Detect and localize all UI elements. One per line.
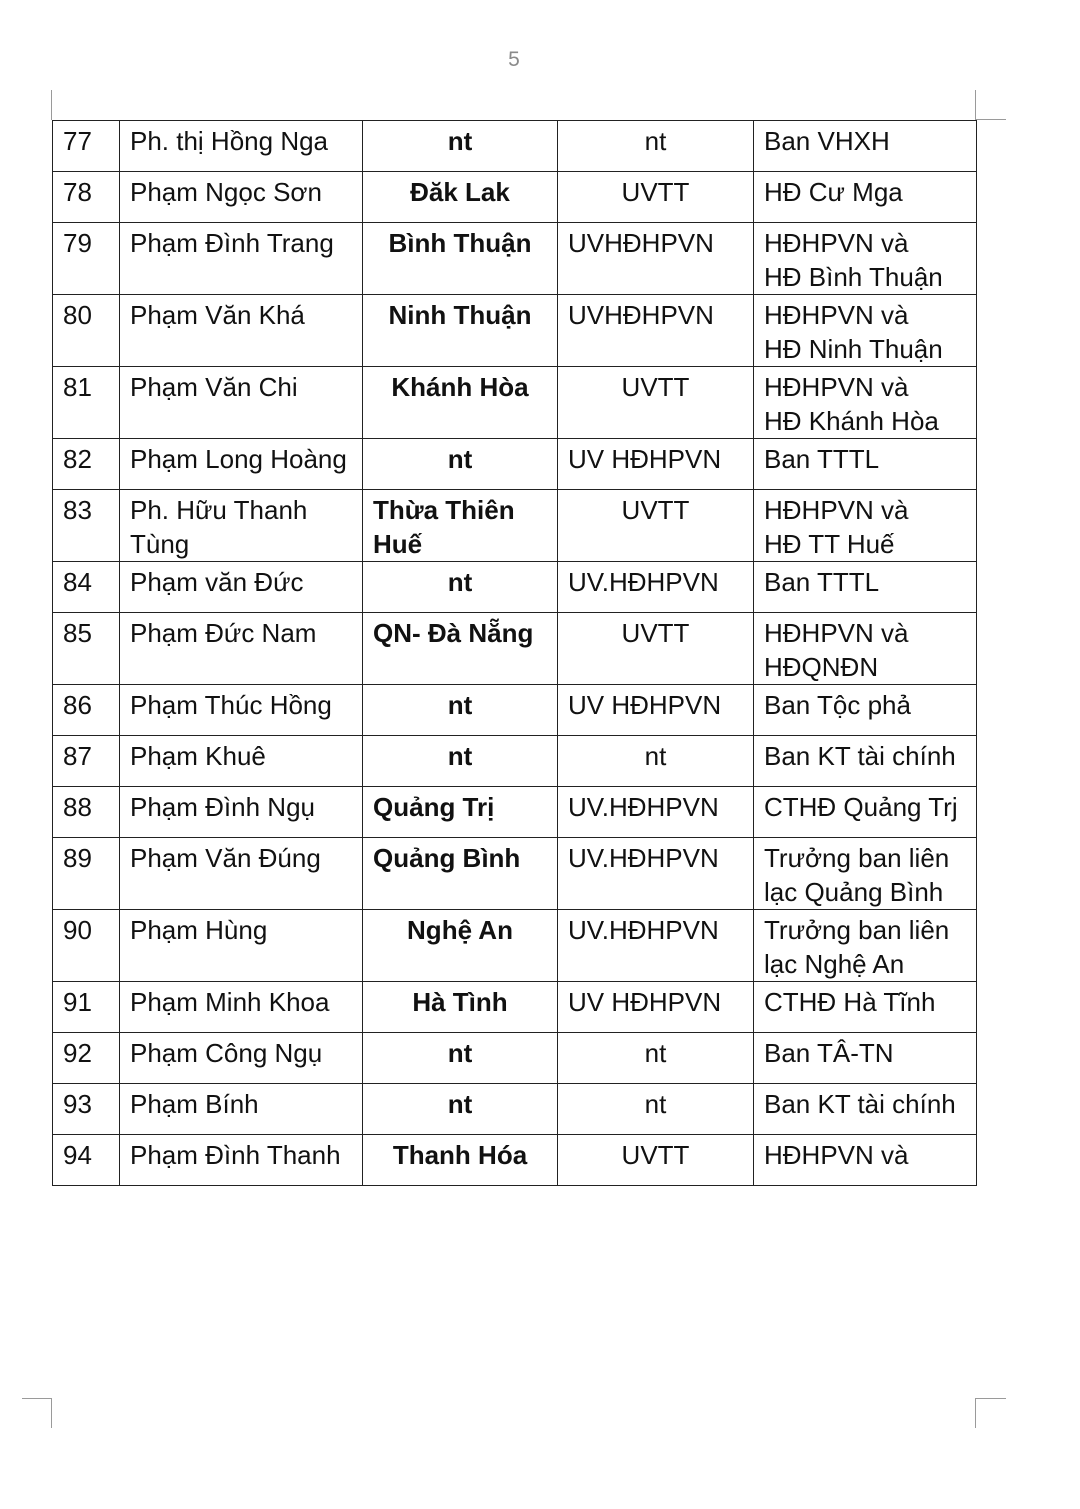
member-name: Phạm Văn Đúng [120,838,363,910]
row-number: 82 [53,439,120,490]
crop-mark-top-right-h [976,119,1006,120]
member-name: Phạm Đình Trang [120,223,363,295]
member-name: Phạm Bính [120,1084,363,1135]
member-name: Phạm Hùng [120,910,363,982]
member-role [754,982,977,1033]
row-number: 78 [53,172,120,223]
row-number: 93 [53,1084,120,1135]
member-title: UVHĐHPVN [558,223,754,295]
row-number: 94 [53,1135,120,1186]
member-role [754,1084,977,1135]
table-row [53,613,977,685]
table-row [53,685,977,736]
table-row [53,172,977,223]
row-number: 77 [53,121,120,172]
member-province: nt [363,685,558,736]
table-row [53,982,977,1033]
member-title: UVTT [558,490,754,562]
member-province: Nghệ An [363,910,558,982]
member-name: Ph. thị Hồng Nga [120,121,363,172]
table-row [53,223,977,295]
member-role-line: HĐ Ninh Thuận [764,334,943,364]
member-title: nt [558,1033,754,1084]
member-role-line: HĐQNĐN [764,652,879,682]
crop-mark-bottom-left-h [22,1398,52,1399]
row-number: 79 [53,223,120,295]
member-province: Khánh Hòa [363,367,558,439]
member-role-line: CTHĐ Hà Tĩnh [764,987,936,1017]
member-title: UVTT [558,1135,754,1186]
member-name: Phạm Đình Ngụ [120,787,363,838]
table-row [53,787,977,838]
member-name: Phạm Long Hoàng [120,439,363,490]
member-role-line: CTHĐ Quảng Trj [764,792,958,822]
member-title: UV.HĐHPVN [558,838,754,910]
member-role-line: Ban TTTL [764,444,880,474]
member-name: Ph. Hữu Thanh Tùng [120,490,363,562]
member-province: QN- Đà Nẵng [363,613,558,685]
member-title: UV HĐHPVN [558,685,754,736]
member-role-line: Ban KT tài chính [764,1089,956,1119]
member-role-line: HĐHPVN và [764,495,909,525]
row-number: 89 [53,838,120,910]
table-row [53,295,977,367]
row-number: 90 [53,910,120,982]
member-role-line: HĐHPVN và [764,1140,909,1170]
member-province: Đăk Lak [363,172,558,223]
member-title: UVTT [558,172,754,223]
member-role [754,562,977,613]
member-role [754,490,977,562]
member-role [754,736,977,787]
member-role [754,121,977,172]
member-title: UV.HĐHPVN [558,562,754,613]
member-role [754,838,977,910]
member-role-line: HĐHPVN và [764,228,909,258]
member-role [754,787,977,838]
table-row [53,490,977,562]
member-title: UV.HĐHPVN [558,787,754,838]
members-table-body [53,121,977,1186]
member-name: Phạm Văn Chi [120,367,363,439]
member-role [754,910,977,982]
member-role-line: HĐ Bình Thuận [764,262,943,292]
row-number: 80 [53,295,120,367]
member-title: nt [558,121,754,172]
member-role-line: HĐ Cư Mga [764,177,903,207]
crop-mark-bottom-left-v [51,1398,52,1428]
member-name: Phạm văn Đức [120,562,363,613]
row-number: 83 [53,490,120,562]
member-name: Phạm Văn Khá [120,295,363,367]
table-row [53,736,977,787]
member-province: nt [363,1033,558,1084]
row-number: 87 [53,736,120,787]
crop-mark-top-left-v [51,90,52,120]
member-role [754,223,977,295]
table-row [53,1135,977,1186]
table-row [53,1084,977,1135]
crop-mark-bottom-right-h [976,1398,1006,1399]
member-role-line: HĐ TT Huế [764,529,895,559]
member-title: nt [558,1084,754,1135]
table-row [53,910,977,982]
row-number: 91 [53,982,120,1033]
row-number: 86 [53,685,120,736]
member-role [754,613,977,685]
member-province: Hà Tình [363,982,558,1033]
row-number: 81 [53,367,120,439]
member-province: Thừa Thiên Huế [363,490,558,562]
member-province: Quảng Bình [363,838,558,910]
member-province: nt [363,439,558,490]
member-title: UV.HĐHPVN [558,910,754,982]
member-role [754,1033,977,1084]
member-title: UVHĐHPVN [558,295,754,367]
row-number: 88 [53,787,120,838]
member-name: Phạm Minh Khoa [120,982,363,1033]
row-number: 84 [53,562,120,613]
member-title: UVTT [558,613,754,685]
member-province: nt [363,562,558,613]
member-role-line: Ban TÂ-TN [764,1038,894,1068]
table-row [53,1033,977,1084]
member-role-line: Ban Tộc phả [764,690,911,720]
table-row [53,838,977,910]
member-role-line: HĐHPVN và [764,372,909,402]
member-role-line: Ban KT tài chính [764,741,956,771]
crop-mark-top-right-v [975,90,976,120]
crop-mark-bottom-right-v [975,1398,976,1428]
member-role-line: HĐ Khánh Hòa [764,406,939,436]
member-role [754,367,977,439]
member-province: nt [363,736,558,787]
table-row [53,367,977,439]
member-name: Phạm Ngọc Sơn [120,172,363,223]
member-role-line: Trưởng ban liên lạc Nghệ An [764,915,950,979]
row-number: 92 [53,1033,120,1084]
member-province: Quảng Trị [363,787,558,838]
member-name: Phạm Đức Nam [120,613,363,685]
table-row [53,439,977,490]
member-province: nt [363,121,558,172]
member-province: Bình Thuận [363,223,558,295]
member-role-line: Ban TTTL [764,567,880,597]
member-province: Ninh Thuận [363,295,558,367]
member-role-line: HĐHPVN và [764,300,909,330]
member-role-line: Ban VHXH [764,126,890,156]
member-title: UVTT [558,367,754,439]
member-role [754,1135,977,1186]
member-role-line: Trưởng ban liên lạc Quảng Bình [764,843,950,907]
member-name: Phạm Công Ngụ [120,1033,363,1084]
member-role-line: HĐHPVN và [764,618,909,648]
member-role [754,172,977,223]
member-province: nt [363,1084,558,1135]
table-row [53,562,977,613]
member-name: Phạm Khuê [120,736,363,787]
member-role [754,685,977,736]
member-title: UV HĐHPVN [558,439,754,490]
member-name: Phạm Thúc Hồng [120,685,363,736]
row-number: 85 [53,613,120,685]
member-title: nt [558,736,754,787]
member-province: Thanh Hóa [363,1135,558,1186]
member-title: UV HĐHPVN [558,982,754,1033]
member-role [754,439,977,490]
member-name: Phạm Đình Thanh [120,1135,363,1186]
table-row [53,121,977,172]
member-role [754,295,977,367]
members-table [52,120,977,1186]
page-number: 5 [508,48,520,71]
